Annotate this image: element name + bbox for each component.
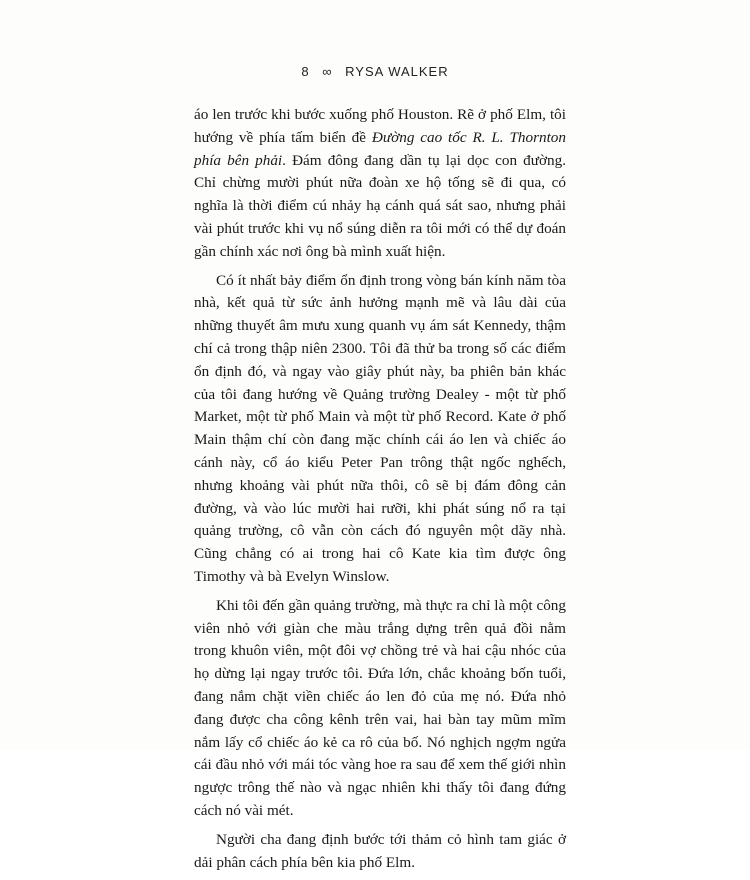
author-name: RYSA WALKER bbox=[345, 64, 449, 79]
paragraph-3: Khi tôi đến gần quảng trường, mà thực ra chỉ là một công viên nhỏ với giàn che màu trắng dựng trên quả đồi nằm trong khuôn viên, một đôi vợ chồng trẻ và hai cậu nhóc của họ dừng lại ngay trước tôi. Đứa lớn, chắc khoảng bốn tuổi, đang nắm chặt viền chiếc áo len đỏ của mẹ nó. Đứa nhỏ đang được cha công kênh trên vai, hai bàn tay mũm mĩm nắm lấy cổ chiếc áo kẻ ca rô của bố. Nó nghịch ngợm ngửa cái đầu nhỏ với mái tóc vàng hoe ra sau để xem thế giới nhìn ngược trông thế nào và ngạc nhiên khi thấy tôi đang đứng cách nó vài mét. bbox=[194, 596, 566, 819]
italic-sign-text: Đường cao tốc R. L. Thornton phía bên phải bbox=[194, 128, 566, 169]
paragraph-1: áo len trước khi bước xuống phố Houston. Rẽ ở phố Elm, tôi hướng về phía tấm biển đề Đường cao tốc R. L. Thornton phía bên phải. Đám đông đang dần tụ lại dọc con đường. Chỉ chừng mười phút nữa đoàn xe hộ tống sẽ đi qua, có nghĩa là thời điểm cú nhảy hạ cánh quá sát sao, nhưng phải vài phút trước khi vụ nổ súng diễn ra tôi mới có thể dự đoán gần chính xác nơi ông bà mình xuất hiện. bbox=[194, 106, 566, 260]
paragraph-4: Người cha đang định bước tới thảm cỏ hình tam giác ở dải phân cách phía bên kia phố Elm. bbox=[194, 830, 566, 871]
page-number: 8 bbox=[301, 64, 310, 79]
running-head bbox=[0, 64, 750, 79]
ornament-icon: ∞ bbox=[322, 64, 333, 79]
paragraph-2: Có ít nhất bảy điểm ổn định trong vòng bán kính năm tòa nhà, kết quả từ sức ảnh hưởng mạnh mẽ và lâu dài của những thuyết âm mưu xung quanh vụ ám sát Kennedy, thậm chí cả trong thập niên 2300. Tôi đã thử ba trong số các điểm ổn định đó, và ngay vào giây phút này, ba phiên bản khác của tôi đang hướng về Quảng trường Dealey - một từ phố Market, một từ phố Main và một từ phố Record. Kate ở phố Main thậm chí còn đang mặc chính cái áo len và chiếc áo cánh này, cổ áo kiểu Peter Pan trông thật ngốc nghếch, nhưng khoảng vài phút nữa thôi, cô sẽ bị đám đông cản đường, và vào lúc mười hai rưỡi, khi phát súng nổ ra tại quảng trường, cô vẫn còn cách đó nguyên một dãy nhà. Cũng chẳng có ai trong hai cô Kate kia tìm được ông Timothy và bà Evelyn Winslow. bbox=[194, 271, 566, 585]
body-text bbox=[194, 104, 566, 880]
